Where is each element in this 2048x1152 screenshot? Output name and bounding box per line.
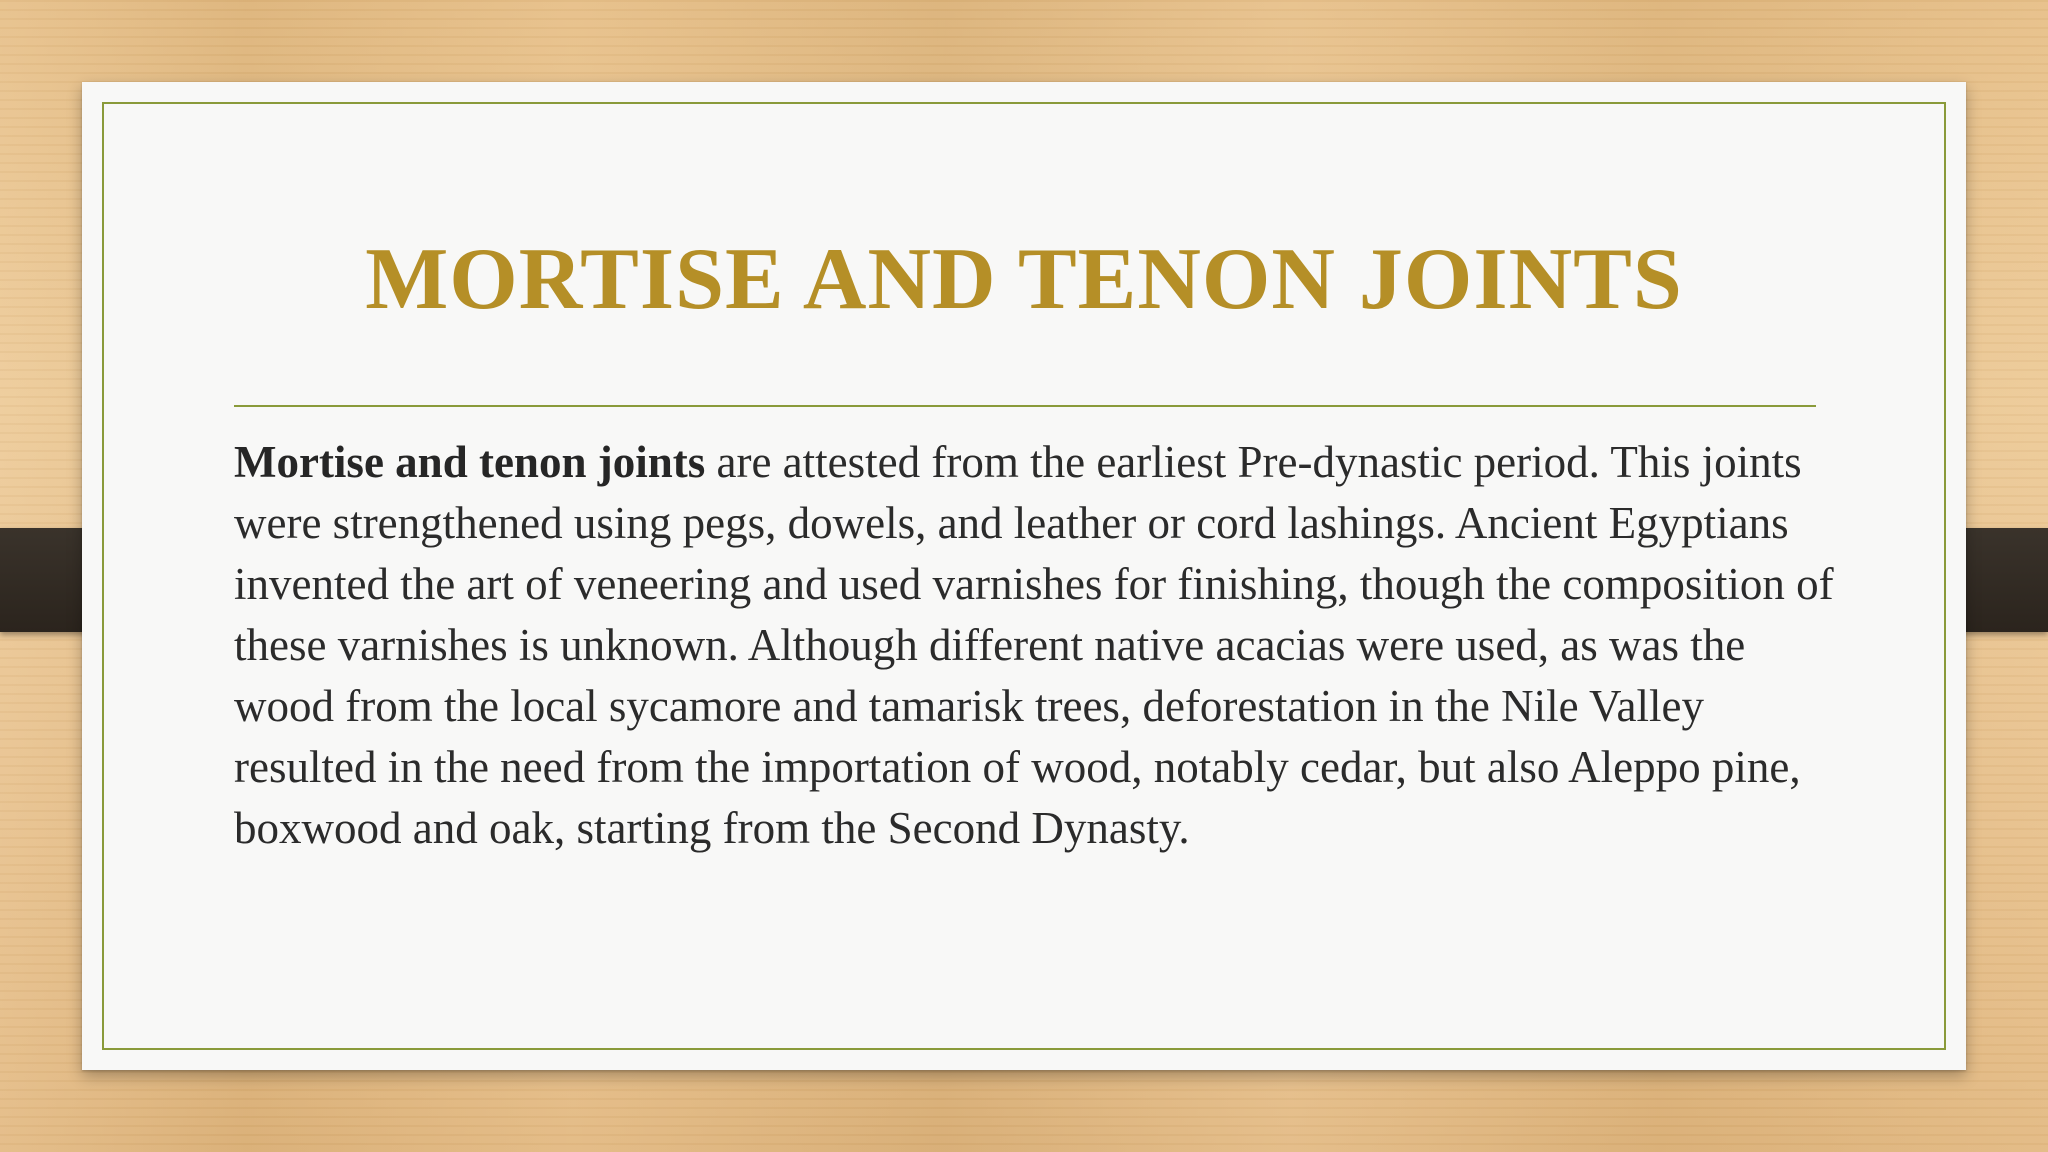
body-text: are attested from the earliest Pre-dynastic period. This joints were strengthened using pegs, dowels, and leather or cord lashings. Ancient Egyptians invented the art of veneering and used varnishes for finishing, though the composition of these varnishes is unknown. Although different native acacias were used, as was the wood from the local sycamore and tamarisk trees, deforestation in the Nile Valley resulted in the need from the importation of wood, notably cedar, but also Aleppo pine, boxwood and oak, starting from the Second Dynasty.: [234, 437, 1834, 853]
body-lead-term: Mortise and tenon joints: [234, 437, 706, 487]
title-divider: [234, 405, 1816, 407]
slide-title: MORTISE AND TENON JOINTS: [365, 231, 1683, 328]
slide-card: [82, 82, 1966, 1070]
slide-body-paragraph: [234, 432, 1834, 859]
